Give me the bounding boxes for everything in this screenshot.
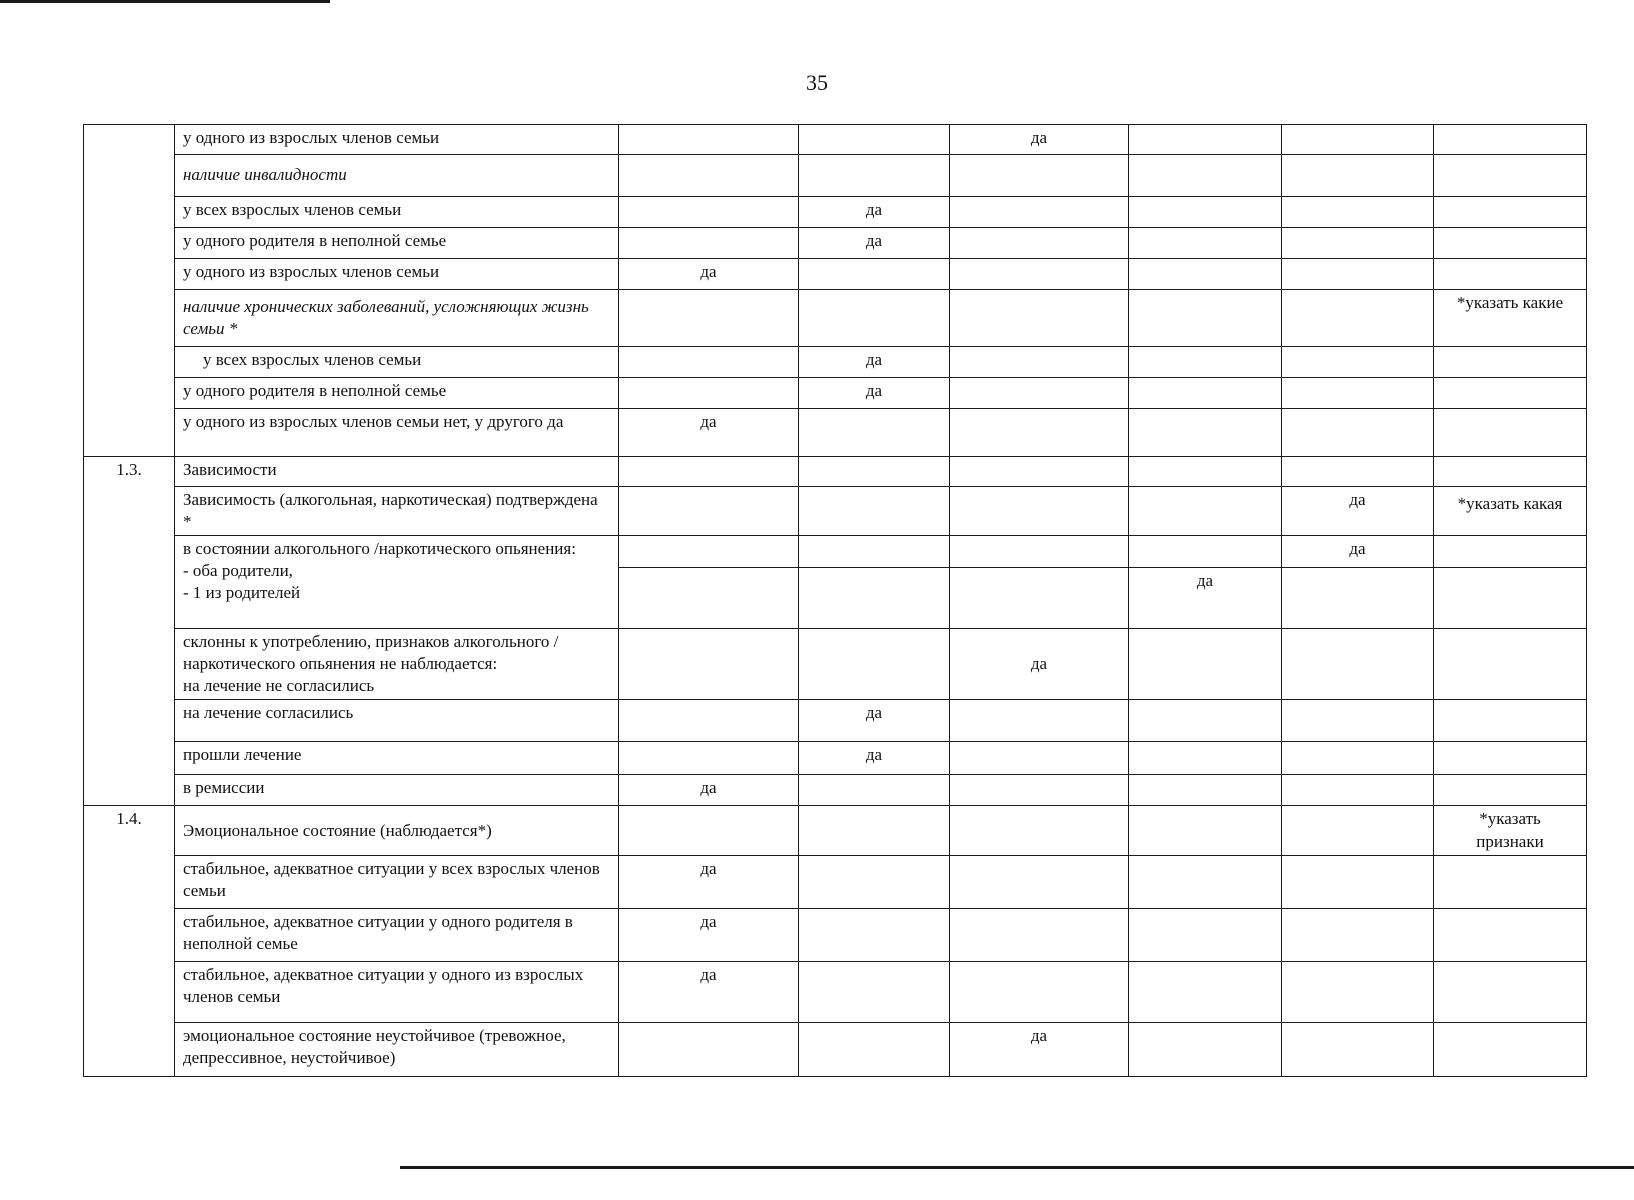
table-row [84,855,1587,908]
cell-col2 [799,855,950,908]
table-row [84,347,1587,378]
cell-col4 [1129,700,1282,742]
row-label: стабильное, адекватное ситуации у одного родителя в неполной семье [175,908,619,961]
cell-note [1434,568,1587,629]
cell-col3 [950,568,1129,629]
table-row [84,155,1587,197]
cell-col4 [1129,742,1282,775]
table-row [84,629,1587,700]
cell-col4 [1129,1022,1282,1076]
table-row [84,259,1587,290]
cell-col2 [799,290,950,347]
cell-col5 [1282,908,1434,961]
cell-note [1434,259,1587,290]
cell-col4: да [1129,568,1282,629]
cell-col2 [799,568,950,629]
cell-col2 [799,961,950,1022]
cell-col2 [799,775,950,806]
cell-col4 [1129,775,1282,806]
table-row [84,806,1587,855]
row-label: прошли лечение [175,742,619,775]
cell-col3 [950,908,1129,961]
row-label: у одного родителя в неполной семье [175,378,619,409]
cell-col1 [619,568,799,629]
table-row [84,700,1587,742]
table-row [84,228,1587,259]
cell-col2: да [799,347,950,378]
cell-col5 [1282,125,1434,155]
row-label: стабильное, адекватное ситуации у одного из взрослых членов семьи [175,961,619,1022]
cell-note [1434,775,1587,806]
cell-note [1434,629,1587,700]
cell-col1 [619,806,799,855]
cell-col4 [1129,536,1282,568]
cell-col5 [1282,568,1434,629]
cell-note [1434,347,1587,378]
cell-col3 [950,290,1129,347]
cell-col2 [799,536,950,568]
cell-col5 [1282,700,1434,742]
row-label: у одного родителя в неполной семье [175,228,619,259]
cell-col3 [950,228,1129,259]
cell-col5 [1282,961,1434,1022]
cell-col2: да [799,228,950,259]
row-label: у одного из взрослых членов семьи нет, у другого да [175,409,619,457]
cell-note [1434,700,1587,742]
cell-col1 [619,700,799,742]
cell-col5: да [1282,487,1434,536]
cell-col1 [619,742,799,775]
cell-col4 [1129,457,1282,487]
cell-col5 [1282,806,1434,855]
cell-col1 [619,155,799,197]
cell-col1 [619,1022,799,1076]
cell-col3 [950,775,1129,806]
row-label: в ремиссии [175,775,619,806]
table-row [84,378,1587,409]
table-row [84,290,1587,347]
table-row [84,125,1587,155]
cell-note [1434,855,1587,908]
table-row [84,1022,1587,1076]
cell-note [1434,536,1587,568]
cell-col2: да [799,197,950,228]
cell-col2 [799,908,950,961]
assessment-table [83,124,1587,1077]
cell-note [1434,155,1587,197]
cell-col1: да [619,775,799,806]
cell-col5: да [1282,536,1434,568]
cell-col1: да [619,259,799,290]
cell-col1: да [619,908,799,961]
cell-col3 [950,700,1129,742]
cell-col4 [1129,409,1282,457]
cell-col1 [619,228,799,259]
cell-col2 [799,629,950,700]
table-row [84,487,1587,536]
cell-col5 [1282,855,1434,908]
cell-col3 [950,259,1129,290]
cell-col1: да [619,961,799,1022]
table-row [84,775,1587,806]
row-label: у всех взрослых членов семьи [175,197,619,228]
cell-col1 [619,378,799,409]
cell-note [1434,409,1587,457]
cell-col5 [1282,742,1434,775]
table-row [84,908,1587,961]
row-label: эмоциональное состояние неустойчивое (тревожное, депрессивное, неустойчивое) [175,1022,619,1076]
cell-note: *указать какие [1434,290,1587,347]
cell-note [1434,378,1587,409]
cell-col3 [950,197,1129,228]
row-label: у одного из взрослых членов семьи [175,125,619,155]
cell-col2 [799,155,950,197]
row-label: в состоянии алкогольного /наркотического опьянения: - оба родители, - 1 из родителей [175,536,619,629]
cell-col1 [619,290,799,347]
cell-col5 [1282,155,1434,197]
cell-col4 [1129,629,1282,700]
cell-col3 [950,855,1129,908]
cell-col3 [950,457,1129,487]
cell-col5 [1282,347,1434,378]
row-label: Зависимости [175,457,619,487]
cell-note [1434,908,1587,961]
cell-col3: да [950,1022,1129,1076]
cell-col1 [619,629,799,700]
cell-col2 [799,487,950,536]
page-number: 35 [806,70,828,95]
cell-col4 [1129,197,1282,228]
cell-col1 [619,536,799,568]
cell-col1 [619,125,799,155]
cell-col3 [950,347,1129,378]
table-row [84,457,1587,487]
cell-col3 [950,378,1129,409]
cell-col5 [1282,457,1434,487]
table-row [84,961,1587,1022]
cell-col3 [950,961,1129,1022]
cell-col1 [619,457,799,487]
cell-col2 [799,259,950,290]
cell-col3 [950,487,1129,536]
section-number: 1.3. [84,457,175,806]
cell-note [1434,125,1587,155]
cell-col2 [799,125,950,155]
cell-col5 [1282,629,1434,700]
table-row [84,742,1587,775]
cell-col4 [1129,806,1282,855]
table-row [84,197,1587,228]
row-label: наличие хронических заболеваний, усложняющих жизнь семьи * [175,290,619,347]
section-number: 1.4. [84,806,175,1076]
cell-col4 [1129,290,1282,347]
cell-col5 [1282,409,1434,457]
cell-col3 [950,536,1129,568]
cell-col3 [950,409,1129,457]
cell-col2 [799,1022,950,1076]
cell-col1 [619,197,799,228]
cell-col3 [950,742,1129,775]
cell-col2: да [799,378,950,409]
table-row [84,409,1587,457]
cell-col2 [799,457,950,487]
section-cell-empty [84,125,175,457]
cell-col5 [1282,1022,1434,1076]
row-label: наличие инвалидности [175,155,619,197]
row-label: Зависимость (алкогольная, наркотическая) подтверждена * [175,487,619,536]
cell-note: *указать какая [1434,487,1587,536]
row-label: склонны к употреблению, признаков алкогольного / наркотического опьянения не наблюдается: на лечение не согласились [175,629,619,700]
cell-note [1434,1022,1587,1076]
cell-col5 [1282,228,1434,259]
cell-col4 [1129,228,1282,259]
top-scan-edge [0,0,330,3]
cell-col4 [1129,855,1282,908]
row-label: у одного из взрослых членов семьи [175,259,619,290]
cell-col2: да [799,742,950,775]
cell-col5 [1282,775,1434,806]
cell-col5 [1282,290,1434,347]
cell-col5 [1282,197,1434,228]
cell-col1 [619,487,799,536]
cell-note: *указать признаки [1434,806,1587,855]
bottom-scan-edge [400,1166,1634,1169]
cell-col1: да [619,855,799,908]
cell-note [1434,742,1587,775]
cell-col3: да [950,125,1129,155]
cell-col3 [950,155,1129,197]
cell-col1 [619,347,799,378]
cell-note [1434,228,1587,259]
cell-col2 [799,409,950,457]
cell-col4 [1129,155,1282,197]
cell-col5 [1282,259,1434,290]
cell-col2: да [799,700,950,742]
table-row [84,536,1587,568]
cell-note [1434,197,1587,228]
cell-col4 [1129,378,1282,409]
cell-col2 [799,806,950,855]
cell-col4 [1129,125,1282,155]
cell-col1: да [619,409,799,457]
cell-col4 [1129,908,1282,961]
cell-col4 [1129,961,1282,1022]
cell-col4 [1129,259,1282,290]
row-label: у всех взрослых членов семьи [175,347,619,378]
cell-col4 [1129,487,1282,536]
cell-note [1434,961,1587,1022]
cell-col3: да [950,629,1129,700]
cell-note [1434,457,1587,487]
cell-col5 [1282,378,1434,409]
cell-col4 [1129,347,1282,378]
row-label: стабильное, адекватное ситуации у всех взрослых членов семьи [175,855,619,908]
row-label: Эмоциональное состояние (наблюдается*) [175,806,619,855]
row-label: на лечение согласились [175,700,619,742]
cell-col3 [950,806,1129,855]
